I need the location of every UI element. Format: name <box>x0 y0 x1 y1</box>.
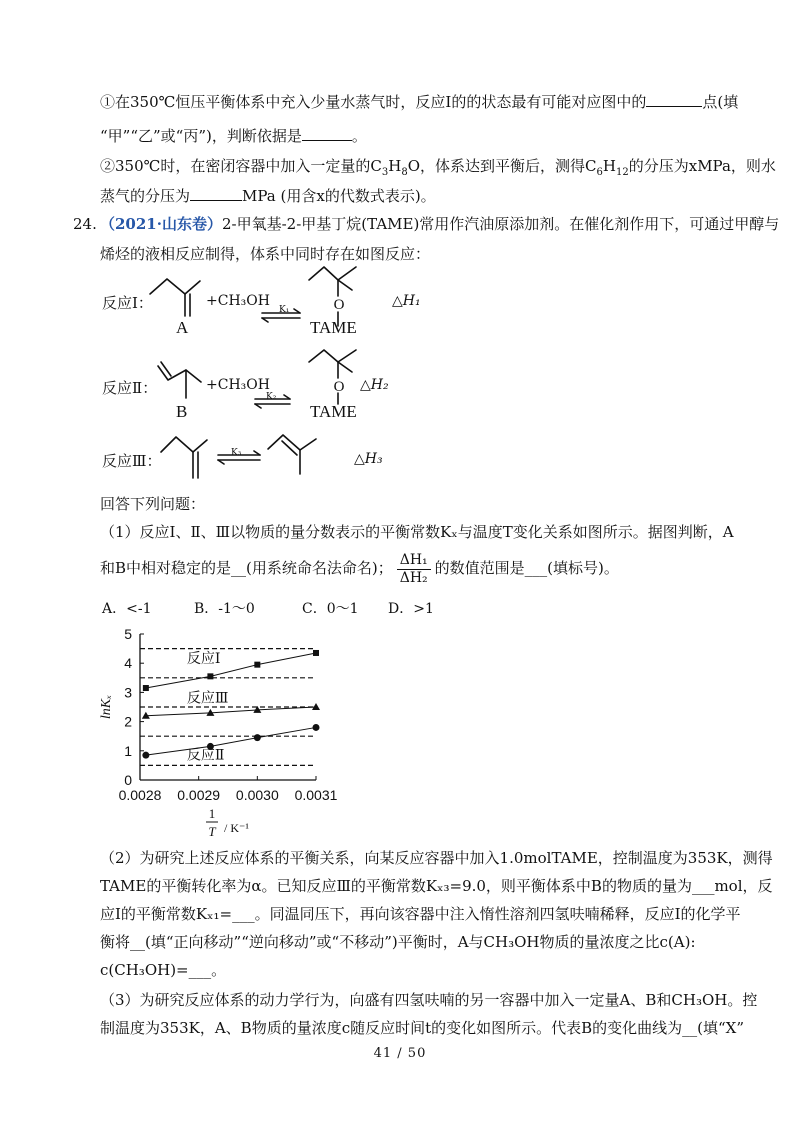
q23-line2: “甲”“乙”或“丙”)，判断依据是 。 <box>100 127 367 145</box>
part1-line1: （1）反应Ⅰ、Ⅱ、Ⅲ以物质的量分数表示的平衡常数Kₓ与温度T变化关系如图所示。据图判断，A <box>100 523 734 541</box>
reaction-1-reactant: A <box>176 318 189 337</box>
reaction-2-product: TAME <box>310 402 357 421</box>
q23-line3: ②350℃时，在密闭容器中加入一定量的$C_3H_8O$，体系达到平衡后，测得$C_6H_{12}$的分压为xMPa，则水 <box>100 157 776 178</box>
reaction-2-reactant: B <box>176 402 188 421</box>
q24-intro2: 烯烃的液相反应制得，体系中同时存在如图反应： <box>100 245 431 263</box>
part2-line4: 衡将__(填“正向移动”“逆向移动”或“不移动”)平衡时，A与CH₃OH物质的量浓度之比c(A): <box>100 933 696 951</box>
data-point-square <box>207 673 213 679</box>
answer-intro: 回答下列问题： <box>100 495 206 513</box>
series-line <box>146 727 316 755</box>
part3-line1: （3）为研究反应体系的动力学行为，向盛有四氢呋喃的另一容器中加入一定量A、B和CH₃OH。控 <box>100 991 758 1009</box>
reaction-1-reagent: +CH₃OH <box>206 293 270 309</box>
data-point-square <box>313 650 319 656</box>
molecule-tame-2 <box>309 350 356 404</box>
source-tag: （2021·山东卷） <box>100 215 222 233</box>
part3-line2: 制温度为353K，A、B物质的量浓度c随反应时间t的变化如图所示。代表B的变化曲线为__(填“X” <box>100 1019 745 1037</box>
part2-line3: 应Ⅰ的平衡常数Kₓ₁=___。同温同压下，再向该容器中注入惰性溶剂四氢呋喃稀释，反应Ⅰ的化学平 <box>100 905 741 923</box>
q23-line1: ①在350℃恒压平衡体系中充入少量水蒸气时，反应Ⅰ的的状态最有可能对应图中的 点(填 <box>100 93 739 111</box>
y-tick-label: 3 <box>124 684 132 701</box>
reaction-1-label: 反应Ⅰ： <box>102 294 153 312</box>
x-tick-label: 0.0030 <box>235 787 279 803</box>
part2-line2: TAME的平衡转化率为α。已知反应Ⅲ的平衡常数Kₓ₃=9.0，则平衡体系中B的物质的量为___mol，反 <box>100 877 773 895</box>
y-tick-label: 1 <box>124 742 132 759</box>
data-point-circle <box>142 752 149 759</box>
reaction-structures <box>0 0 800 500</box>
lnkx-chart <box>90 622 360 842</box>
y-axis-label: lnKₓ <box>99 694 114 720</box>
series-label: 反应Ⅰ <box>186 651 221 668</box>
reaction-3-dh: △H₃ <box>354 451 383 467</box>
y-tick-label: 5 <box>124 626 132 642</box>
reaction-1-product: TAME <box>310 318 357 337</box>
reaction-1-k: K₁ <box>279 305 290 315</box>
part1-line2: 和B中相对稳定的是__(用系统命名法命名)； $\frac{\text{ΔH₁}}{\text{ΔH₂}}$ 的数值范围是___(填标号)。 <box>100 551 619 586</box>
x-tick-label: 0.0029 <box>177 787 221 803</box>
x-axis-label-numerator: 1 <box>208 806 216 821</box>
part2-line1: （2）为研究上述反应体系的平衡关系，向某反应容器中加入1.0molTAME，控制温度为353K，测得 <box>100 849 773 867</box>
reaction-2-dh: △H₂ <box>360 377 389 393</box>
reaction-1-dh: △H₁ <box>392 293 421 309</box>
svg-text:O: O <box>333 297 345 313</box>
reaction-3-k: K₃ <box>231 448 242 458</box>
molecule-a-2 <box>161 437 207 478</box>
part2-line5: c(CH₃OH)=___。 <box>100 961 227 979</box>
molecule-b-2 <box>268 435 316 474</box>
option-a[interactable]: A．<-1 <box>102 601 152 617</box>
data-point-square <box>143 685 149 691</box>
y-tick-label: 2 <box>124 713 132 730</box>
svg-text:O: O <box>333 379 345 395</box>
dh-ratio-fraction: $\frac{\text{ΔH₁}}{\text{ΔH₂}}$ <box>397 552 431 587</box>
page-number: 41 / 50 <box>373 1046 427 1061</box>
reaction-2-k: K₂ <box>266 392 277 402</box>
series-line <box>146 707 316 716</box>
reaction-2-reagent: +CH₃OH <box>206 377 270 393</box>
option-b[interactable]: B．-1～0 <box>194 601 255 617</box>
data-point-triangle <box>312 703 320 710</box>
y-tick-label: 0 <box>124 772 132 788</box>
series-label: 反应Ⅲ <box>186 690 229 707</box>
molecule-a <box>150 279 200 316</box>
y-tick-label: 4 <box>124 655 132 672</box>
series-line <box>146 653 316 688</box>
q24-intro1: （2021·山东卷）2-甲氧基-2-甲基丁烷(TAME)常用作汽油原添加剂。在催化剂作用下，可通过甲醇与 <box>100 215 780 233</box>
x-axis-label-unit: / K⁻¹ <box>224 821 249 835</box>
data-point-circle <box>254 734 261 741</box>
molecule-b <box>158 362 201 398</box>
data-point-square <box>254 662 260 668</box>
x-tick-label: 0.0028 <box>118 787 162 803</box>
series-label: 反应Ⅱ <box>186 747 225 764</box>
question-number: 24. <box>73 215 97 233</box>
q23-line4: 蒸气的分压为 MPa (用含x的代数式表示)。 <box>100 187 436 205</box>
option-d[interactable]: D．>1 <box>388 601 434 617</box>
reaction-2-label: 反应Ⅱ： <box>102 379 158 397</box>
reaction-3-label: 反应Ⅲ： <box>102 452 162 470</box>
option-c[interactable]: C．0～1 <box>302 601 359 617</box>
x-axis-label-denominator: T <box>208 824 216 839</box>
molecule-tame-1 <box>309 267 356 326</box>
data-point-circle <box>313 724 320 731</box>
x-tick-label: 0.0031 <box>294 787 338 803</box>
